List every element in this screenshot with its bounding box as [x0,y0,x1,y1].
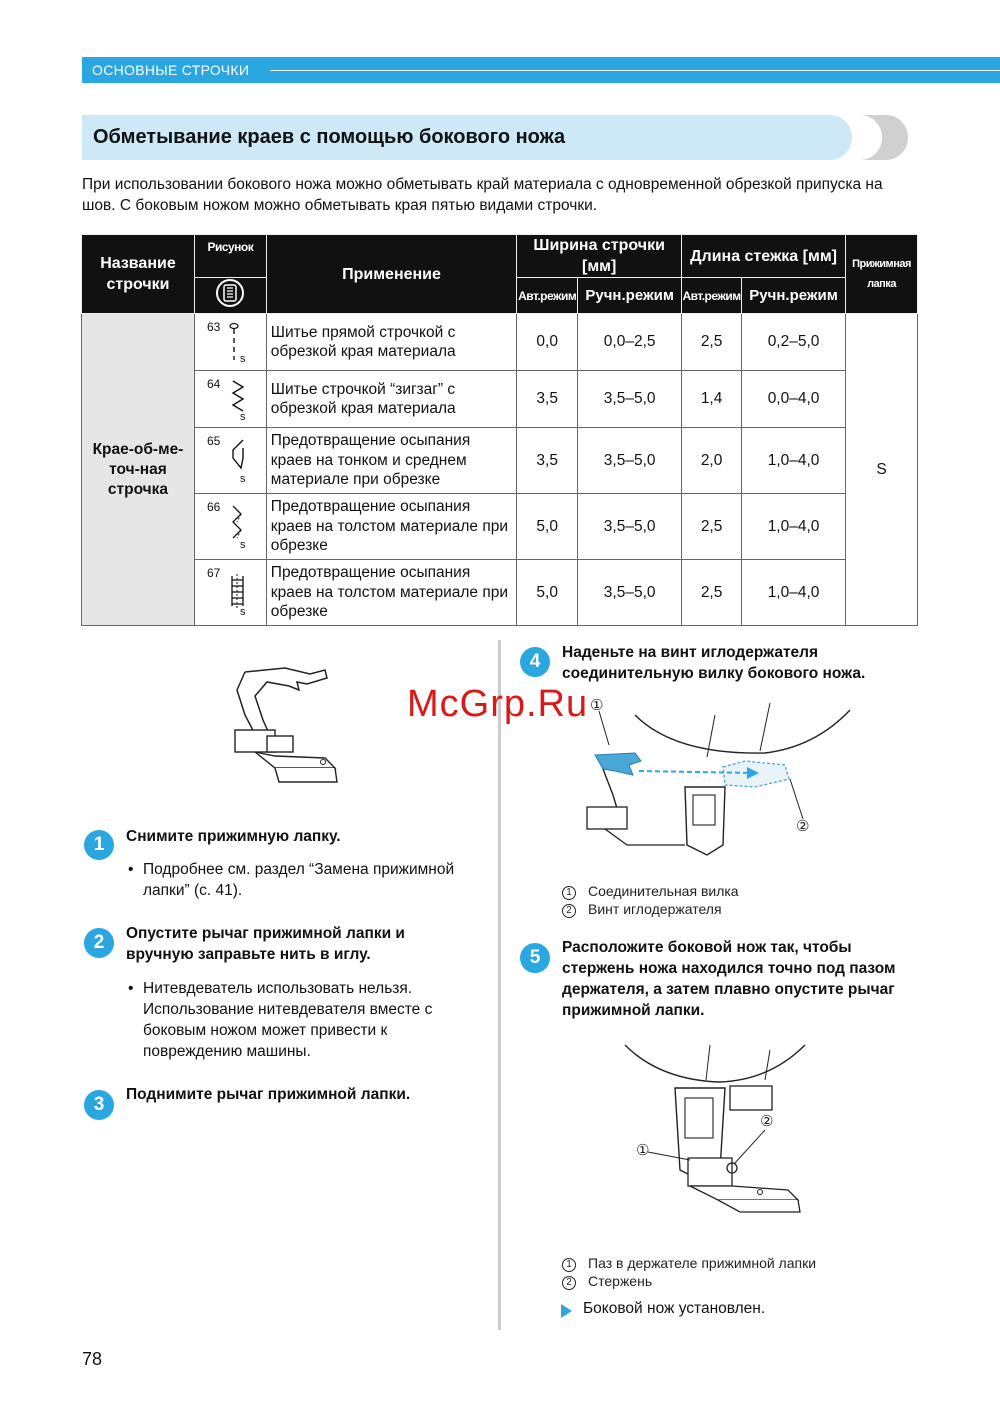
application-text: Шитье строчкой “зигзаг” с обрезкой края материала [266,371,516,428]
knife-position-illustration [620,1040,810,1230]
overlock-stitch-icon [229,566,253,616]
length-manual: 1,0–4,0 [742,494,846,560]
width-auto: 0,0 [517,314,578,371]
stitch-picture-65 [194,428,266,494]
caption-5-2 [562,1272,652,1290]
svg-text:s: s [239,353,246,364]
stitch-number: 63 [206,320,221,334]
overcast-thin-icon [229,434,253,484]
header-application: Применение [266,235,516,314]
caption-text: Соединительная вилка [588,883,739,899]
svg-text:s: s [239,539,246,550]
presser-foot-value: S [846,314,918,626]
table-row [82,371,918,428]
width-auto: 5,0 [517,560,578,626]
stitch-number: 64 [206,377,221,391]
stitch-number: 66 [206,500,221,514]
stitch-number: 65 [206,434,221,448]
caption-4-1 [562,882,739,900]
straight-stitch-icon [229,320,253,364]
caption-text: Паз в держателе прижимной лапки [588,1255,817,1271]
step-3-badge: 3 [84,1090,114,1120]
step-2-badge: 2 [84,928,114,958]
page-number: 78 [82,1349,103,1369]
length-auto: 2,5 [682,560,742,626]
side-cutter-illustration [215,660,340,790]
width-manual: 0,0–2,5 [578,314,682,371]
header-width-manual: Ручн.режим [578,278,682,314]
length-auto: 2,5 [682,314,742,371]
header-width: Ширина строчки [мм] [517,235,682,278]
result-line [562,1300,765,1318]
callout-number: 1 [562,886,576,900]
step-2-note-text: Нитевдеватель использовать нельзя. Использование нитевдевателя вместе с боковым ножом может привести к повреждению машины. [143,980,433,1060]
header-length: Длина стежка [мм] [682,235,846,278]
width-auto: 5,0 [517,494,578,560]
overcast-thick-icon [229,500,253,550]
width-auto: 3,5 [517,428,578,494]
header-picture [194,235,266,278]
stitch-group-name [82,314,195,626]
caption-4-2 [562,900,722,918]
step-1-heading: Снимите прижимную лапку. [126,828,341,845]
application-text: Предотвращение осыпания краев на толстом материале при обрезке [266,494,516,560]
callout-1-groove: ① [636,1142,650,1159]
callout-number: 2 [562,904,576,918]
length-manual: 0,0–4,0 [742,371,846,428]
length-manual: 1,0–4,0 [742,428,846,494]
header-width-auto: Авт.режим [517,278,578,314]
section-header [82,57,1000,83]
stitch-picture-64 [194,371,266,428]
header-foot: Прижимная лапка [846,235,918,314]
stitch-picture-67 [194,560,266,626]
stitch-table [81,234,918,626]
callout-number: 1 [562,1258,576,1272]
application-text: Предотвращение осыпания краев на тонком и среднем материале при обрезке [266,428,516,494]
result-arrow-icon [561,1304,572,1318]
step-4-heading: Наденьте на винт иглодержателя соединительную вилку бокового ножа. [562,644,866,682]
step-2-note [128,978,483,1062]
bullet-dot: • [128,861,134,878]
svg-text:s: s [239,411,246,421]
table-row [82,314,918,371]
step-1-note [128,859,473,901]
callout-1-fork: ① [590,697,604,714]
section-label: ОСНОВНЫЕ СТРОЧКИ [92,62,250,78]
width-manual: 3,5–5,0 [578,494,682,560]
header-stitch-name: Название строчки [82,235,195,314]
callout-2-rod: ② [760,1113,774,1130]
step-2-heading: Опустите рычаг прижимной лапки и вручную заправьте нить в иглу. [126,925,405,963]
step-4-badge: 4 [520,647,550,677]
result-text: Боковой нож установлен. [583,1300,766,1317]
page-title: Обметывание краев с помощью бокового ножа [93,126,566,148]
application-text: Предотвращение осыпания краев на толстом материале при обрезке [266,560,516,626]
fork-attachment-illustration [575,695,855,875]
stitch-group-label: Крае-об-ме-точ-ная строчка [92,440,184,498]
zigzag-stitch-icon [229,377,253,421]
stitch-picture-66 [194,494,266,560]
caption-text: Винт иглодержателя [588,901,722,917]
width-manual: 3,5–5,0 [578,371,682,428]
width-auto: 3,5 [517,371,578,428]
svg-text:s: s [239,473,246,484]
width-manual: 3,5–5,0 [578,560,682,626]
table-row [82,494,918,560]
stitch-picture-63 [194,314,266,371]
header-picture-label: Рисунок [207,240,254,254]
step-1-badge: 1 [84,830,114,860]
caption-text: Стержень [588,1273,653,1289]
step-1-note-text: Подробнее см. раздел “Замена прижимной лапки” (с. 41). [143,861,455,899]
bullet-dot: • [128,980,134,997]
title-band [82,115,852,160]
step-3-heading: Поднимите рычаг прижимной лапки. [126,1086,411,1103]
length-auto: 1,4 [682,371,742,428]
length-auto: 2,0 [682,428,742,494]
watermark: McGrp.Ru [407,683,589,725]
step-5-badge: 5 [520,943,550,973]
header-picture-icon-cell [194,278,266,314]
step-5-heading: Расположите боковой нож так, чтобы стержень ножа находился точно под пазом держателя, а затем плавно опустите рычаг прижимной лапки. [562,939,896,1019]
length-manual: 0,2–5,0 [742,314,846,371]
table-row [82,428,918,494]
header-length-manual: Ручн.режим [742,278,846,314]
stitch-number: 67 [206,566,221,580]
length-manual: 1,0–4,0 [742,560,846,626]
table-row [82,560,918,626]
header-rule [270,70,1000,71]
width-manual: 3,5–5,0 [578,428,682,494]
svg-text:s: s [239,606,246,616]
intro-paragraph: При использовании бокового ножа можно обметывать край материала с одновременной обрезкой припуска на шов. С боковым ножом можно обметывать края пятью видами строчки. [82,176,883,214]
column-divider [498,640,501,1330]
caption-5-1 [562,1254,816,1272]
header-length-auto: Авт.режим [682,278,742,314]
callout-number: 2 [562,1276,576,1290]
length-auto: 2,5 [682,494,742,560]
application-text: Шитье прямой строчкой с обрезкой края материала [266,314,516,371]
stitch-selection-icon [215,278,245,308]
callout-2-screw: ② [796,818,810,835]
